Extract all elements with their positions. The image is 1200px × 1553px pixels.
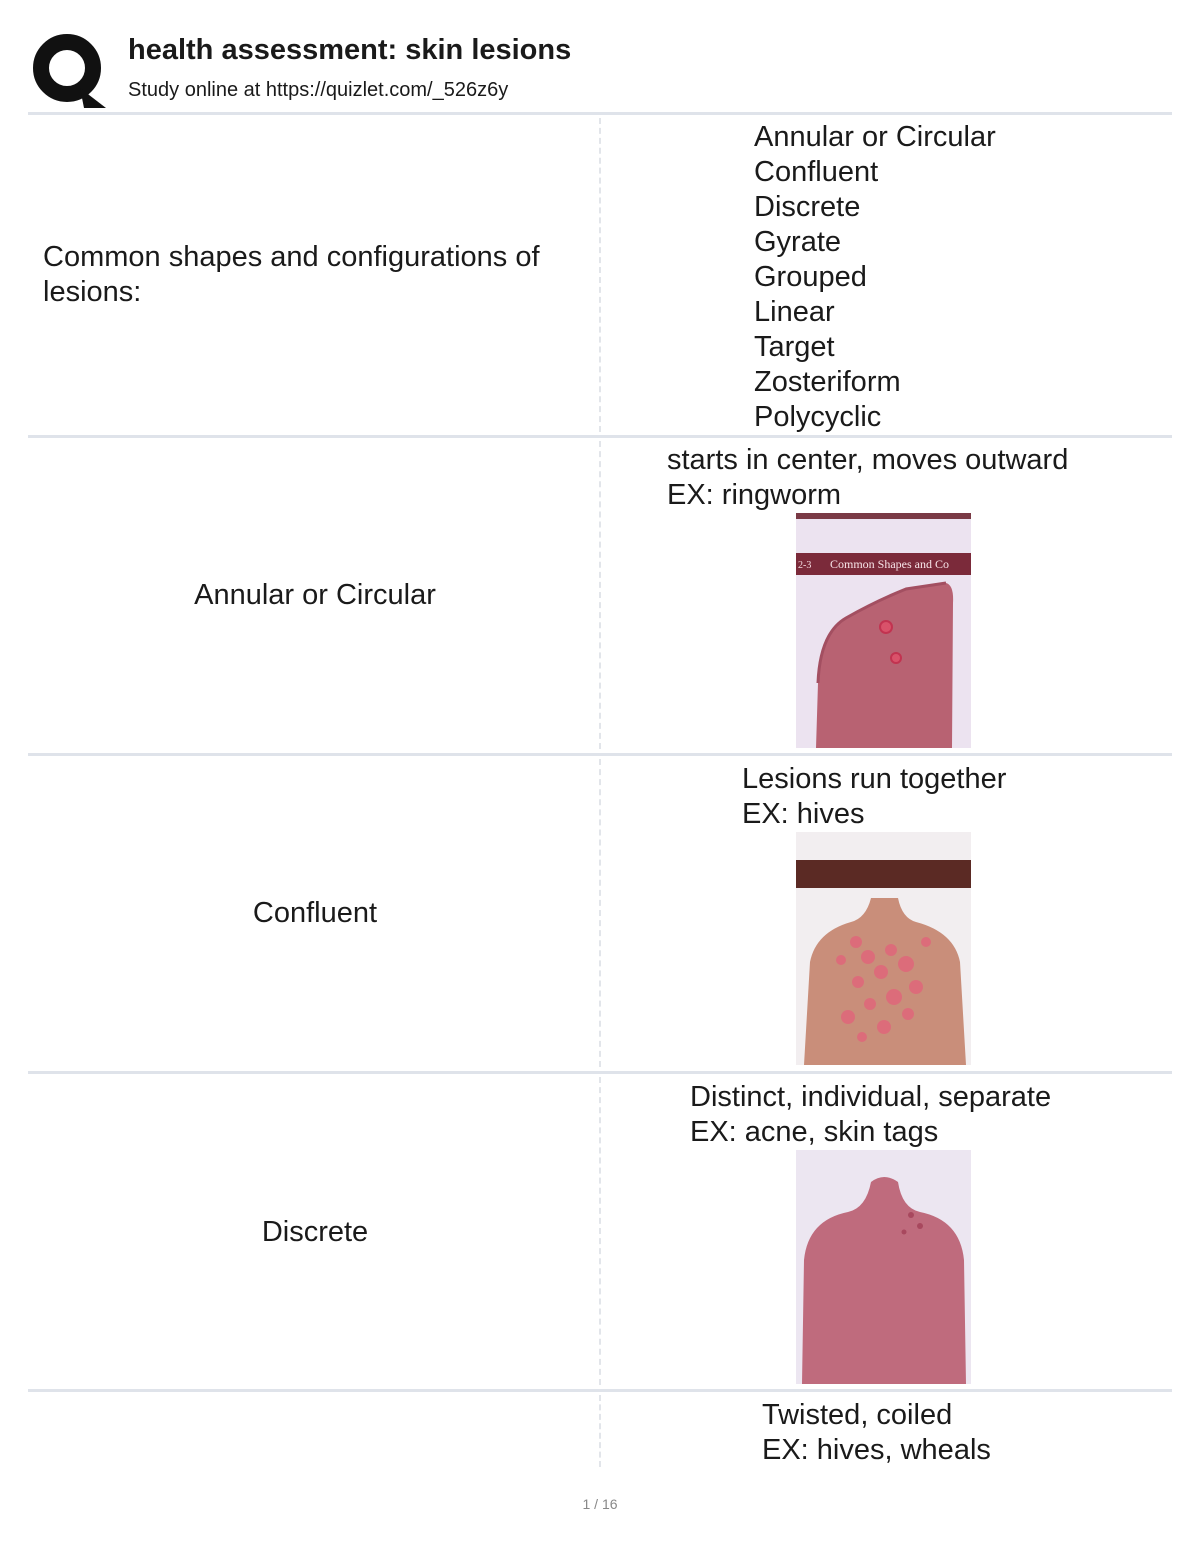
definition-line: Target xyxy=(754,331,835,363)
definition-line: starts in center, moves outward xyxy=(667,444,1069,476)
definition-line: Linear xyxy=(754,296,835,328)
card-term: Confluent xyxy=(252,897,378,929)
definition-line: Annular or Circular xyxy=(754,121,996,153)
definition-line: Twisted, coiled xyxy=(762,1399,953,1431)
study-link[interactable]: Study online at https://quizlet.com/_526z6y xyxy=(128,79,509,101)
card-definition xyxy=(762,1398,991,1468)
quizlet-logo-icon xyxy=(30,32,108,110)
definition-line: Discrete xyxy=(754,191,861,223)
page-number: 1 / 16 xyxy=(582,1496,618,1512)
card-definition xyxy=(690,1080,1051,1150)
divider xyxy=(28,1389,1172,1392)
definition-line: Lesions run together xyxy=(742,763,1007,795)
image-caption: Common Shapes and Co xyxy=(830,557,949,571)
shoulder-lesion-image xyxy=(796,513,971,748)
definition-line: Confluent xyxy=(754,156,879,188)
definition-line: EX: ringworm xyxy=(667,479,842,511)
card-definition xyxy=(667,443,1068,513)
column-divider xyxy=(599,1395,601,1467)
card-term: Common shapes and configurations of lesions: xyxy=(43,241,540,308)
definition-line: Distinct, individual, separate xyxy=(690,1081,1052,1113)
divider xyxy=(28,112,1172,115)
definition-line: Polycyclic xyxy=(754,401,882,433)
column-divider xyxy=(599,118,601,432)
divider xyxy=(28,1071,1172,1074)
back-hives-image xyxy=(796,832,971,1065)
card-term: Annular or Circular xyxy=(194,579,436,611)
definition-line: EX: hives xyxy=(742,798,865,830)
definition-line: EX: hives, wheals xyxy=(762,1434,991,1466)
page-title: health assessment: skin lesions xyxy=(128,34,572,66)
divider xyxy=(28,753,1172,756)
definition-line: EX: acne, skin tags xyxy=(690,1116,939,1148)
page-header xyxy=(30,28,1170,108)
back-discrete-lesions-image xyxy=(796,1150,971,1384)
definition-line: Gyrate xyxy=(754,226,842,258)
divider xyxy=(28,435,1172,438)
card-definition xyxy=(754,120,996,435)
definition-line: Zosteriform xyxy=(754,366,901,398)
definition-line: Grouped xyxy=(754,261,867,293)
card-term: Discrete xyxy=(261,1216,369,1248)
card-definition xyxy=(742,762,1006,832)
image-figure-label: 2-3 xyxy=(798,560,812,571)
